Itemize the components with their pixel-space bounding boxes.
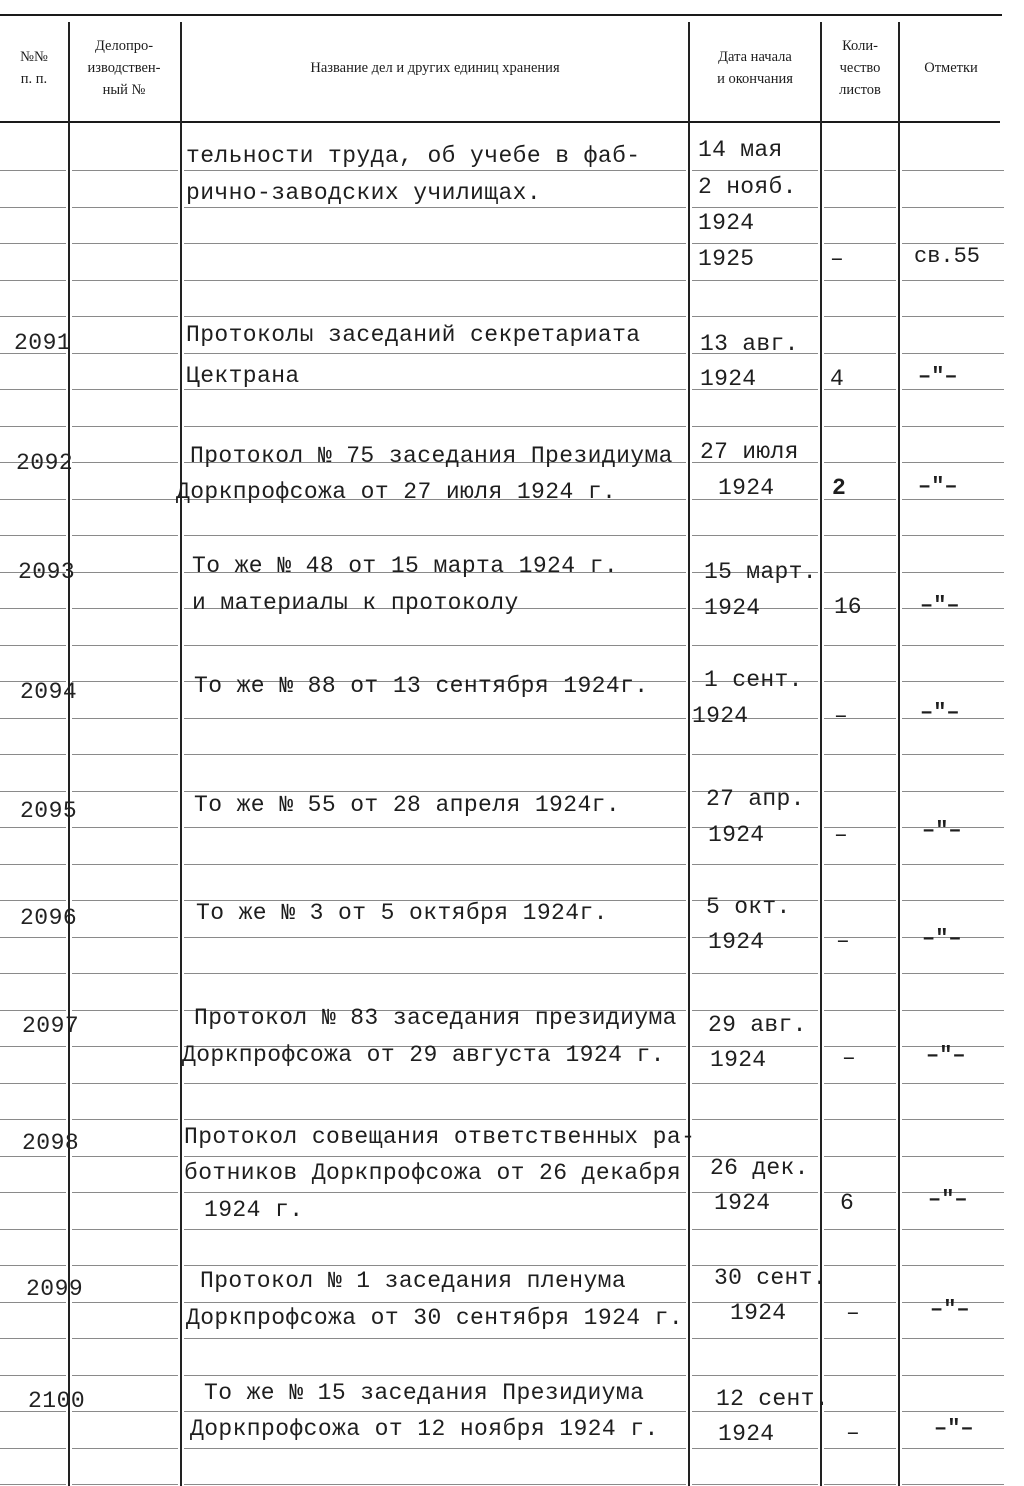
entry-date: 1924: [714, 1190, 771, 1216]
ruled-line: [72, 645, 178, 646]
ruled-line: [692, 1338, 818, 1339]
ruled-line: [0, 645, 66, 646]
ruled-line: [72, 937, 178, 938]
ruled-line: [824, 900, 896, 901]
entry-date: 1925: [698, 246, 755, 272]
ruled-line: [824, 645, 896, 646]
entry-number: 2093: [18, 559, 76, 585]
ruled-line: [0, 1448, 66, 1449]
ruled-line: [72, 1229, 178, 1230]
ruled-line: [824, 1484, 896, 1485]
ruled-line: [0, 1083, 66, 1084]
ruled-line: [824, 462, 896, 463]
ruled-line: [902, 1411, 1004, 1412]
ruled-line: [902, 1375, 1004, 1376]
ruled-line: [72, 1375, 178, 1376]
ruled-line: [902, 1484, 1004, 1485]
entry-sheet-count: –: [846, 1300, 860, 1326]
ruled-line: [692, 1448, 818, 1449]
ruled-line: [0, 718, 66, 719]
ruled-line: [0, 1229, 66, 1230]
ruled-line: [184, 754, 686, 755]
ruled-line: [902, 572, 1004, 573]
ruled-line: [72, 1156, 178, 1157]
header-col-title: Название дел и других единиц хранения: [310, 60, 560, 76]
column-rule-2: [180, 22, 182, 1486]
ruled-line: [184, 827, 686, 828]
ruled-line: [184, 1484, 686, 1485]
ruled-line: [72, 499, 178, 500]
entry-text-line: Протокол № 83 заседания президиума: [194, 1005, 677, 1031]
ruled-line: [824, 1411, 896, 1412]
ruled-line: [72, 754, 178, 755]
header-col-number: №№ п. п.: [20, 49, 48, 87]
entry-sheet-count: –: [830, 246, 844, 272]
ruled-line: [72, 1192, 178, 1193]
entry-number: 2096: [20, 905, 78, 931]
entry-sheet-count: –: [842, 1045, 856, 1071]
entry-note: –"–: [926, 1043, 966, 1068]
top-rule: [0, 14, 1002, 16]
header-col-notes: Отметки: [924, 60, 978, 76]
ruled-line: [0, 1265, 66, 1266]
ruled-line: [692, 426, 818, 427]
column-rule-3: [688, 22, 690, 1486]
entry-note: –"–: [928, 1187, 968, 1212]
ruled-line: [824, 1448, 896, 1449]
ruled-line: [692, 316, 818, 317]
ruled-line: [72, 1046, 178, 1047]
entry-note: –"–: [930, 1297, 970, 1322]
entry-text-line: рично-заводских училищах.: [186, 180, 542, 206]
entry-date: 1 сент.: [704, 667, 803, 693]
entry-date: 1924: [704, 595, 761, 621]
ruled-line: [902, 900, 1004, 901]
ruled-line: [0, 170, 66, 171]
ruled-line: [0, 608, 66, 609]
ruled-line: [184, 864, 686, 865]
entry-number: 2097: [22, 1013, 80, 1039]
entry-note: –"–: [920, 593, 960, 618]
entry-date: 26 дек.: [710, 1155, 809, 1181]
ruled-line: [184, 937, 686, 938]
entry-date: 27 июля: [700, 439, 799, 465]
entry-text-line: Доркпрофсожа от 27 июля 1924 г.: [176, 479, 617, 505]
ruled-line: [0, 499, 66, 500]
ruled-line: [72, 280, 178, 281]
ruled-line: [0, 207, 66, 208]
ruled-line: [0, 1010, 66, 1011]
entry-text-line: То же № 55 от 28 апреля 1924г.: [194, 792, 621, 818]
header-col-office-number: Делопро- изводствен- ный №: [87, 38, 161, 98]
header-col-dates: Дата начала и окончания: [717, 49, 793, 87]
ruled-line: [692, 645, 818, 646]
ruled-line: [72, 207, 178, 208]
ruled-line: [184, 170, 686, 171]
entry-sheet-count: 2: [832, 475, 846, 501]
entry-date: 29 авг.: [708, 1012, 807, 1038]
column-rule-1: [68, 22, 70, 1486]
entry-number: 2094: [20, 679, 78, 705]
entry-date: 1924: [698, 210, 755, 236]
entry-text-line: и материалы к протоколу: [192, 590, 519, 616]
ruled-line: [692, 243, 818, 244]
entry-note: –"–: [922, 818, 962, 843]
ruled-line: [902, 535, 1004, 536]
ruled-line: [692, 1484, 818, 1485]
ruled-line: [0, 1119, 66, 1120]
ruled-line: [902, 864, 1004, 865]
ruled-line: [824, 864, 896, 865]
entry-date: 1924: [730, 1300, 787, 1326]
ruled-line: [72, 1411, 178, 1412]
ruled-line: [72, 1302, 178, 1303]
ruled-line: [824, 973, 896, 974]
entry-date: 15 март.: [704, 559, 817, 585]
ruled-line: [72, 608, 178, 609]
ruled-line: [902, 426, 1004, 427]
entry-sheet-count: 16: [834, 594, 862, 620]
ruled-line: [902, 499, 1004, 500]
ruled-line: [824, 207, 896, 208]
entry-sheet-count: –: [834, 822, 848, 848]
ruled-line: [0, 535, 66, 536]
entry-date: 1924: [718, 475, 775, 501]
ruled-line: [902, 316, 1004, 317]
ruled-line: [692, 1375, 818, 1376]
ruled-line: [72, 243, 178, 244]
entry-date: 1924: [710, 1047, 767, 1073]
ruled-line: [72, 1119, 178, 1120]
ruled-line: [0, 1375, 66, 1376]
ruled-line: [184, 426, 686, 427]
ruled-line: [184, 207, 686, 208]
ruled-line: [72, 1010, 178, 1011]
entry-number: 2092: [16, 450, 74, 476]
entry-text-line: Протокол совещания ответственных ра-: [184, 1124, 696, 1150]
ruled-line: [902, 1229, 1004, 1230]
ruled-line: [902, 791, 1004, 792]
ruled-line: [184, 1375, 686, 1376]
entry-sheet-count: 4: [830, 366, 844, 392]
ruled-line: [902, 1265, 1004, 1266]
entry-note: –"–: [922, 926, 962, 951]
entry-sheet-count: –: [834, 703, 848, 729]
ruled-line: [184, 1156, 686, 1157]
entry-date: 1924: [708, 929, 765, 955]
ruled-line: [0, 754, 66, 755]
ruled-line: [184, 389, 686, 390]
header-col-sheet-count: Коли- чество листов: [839, 38, 881, 98]
ruled-line: [184, 1192, 686, 1193]
ruled-line: [72, 1265, 178, 1266]
ruled-line: [72, 316, 178, 317]
entry-text-line: Доркпрофсожа от 12 ноября 1924 г.: [190, 1416, 659, 1442]
ruled-line: [824, 1119, 896, 1120]
ruled-line: [184, 280, 686, 281]
ruled-line: [824, 1338, 896, 1339]
ruled-line: [184, 645, 686, 646]
ruled-line: [184, 1411, 686, 1412]
entry-number: 2091: [14, 330, 72, 356]
entry-sheet-count: –: [836, 928, 850, 954]
entry-date: 12 сент.: [716, 1386, 829, 1412]
ruled-line: [902, 170, 1004, 171]
ruled-line: [0, 316, 66, 317]
entry-date: 1924: [708, 822, 765, 848]
ruled-line: [824, 1229, 896, 1230]
ruled-line: [824, 754, 896, 755]
ruled-line: [0, 243, 66, 244]
ruled-line: [184, 353, 686, 354]
ruled-line: [824, 1010, 896, 1011]
ruled-line: [692, 280, 818, 281]
ruled-line: [184, 1083, 686, 1084]
entry-text-line: Протокол № 1 заседания пленума: [200, 1268, 627, 1294]
ruled-line: [824, 280, 896, 281]
ruled-line: [902, 462, 1004, 463]
ruled-line: [72, 1484, 178, 1485]
entry-text-line: ботников Доркпрофсожа от 26 декабря: [184, 1160, 682, 1186]
ruled-line: [184, 973, 686, 974]
ruled-line: [0, 900, 66, 901]
ruled-line: [0, 1484, 66, 1485]
entry-text-line: 1924 г.: [204, 1197, 304, 1223]
entry-sheet-count: –: [846, 1420, 860, 1446]
entry-note: св.55: [914, 244, 981, 269]
ruled-line: [72, 791, 178, 792]
entry-text-line: тельности труда, об учебе в фаб-: [186, 143, 641, 169]
entry-text-line: То же № 88 от 13 сентября 1924г.: [194, 673, 649, 699]
ruled-line: [824, 353, 896, 354]
ruled-line: [184, 1302, 686, 1303]
ruled-line: [824, 535, 896, 536]
entry-text-line: Доркпрофсожа от 30 сентября 1924 г.: [186, 1305, 684, 1331]
ruled-line: [72, 827, 178, 828]
ruled-line: [184, 1229, 686, 1230]
ruled-line: [902, 280, 1004, 281]
ruled-line: [72, 681, 178, 682]
ruled-line: [72, 462, 178, 463]
ruled-line: [824, 316, 896, 317]
ruled-line: [184, 1448, 686, 1449]
entry-text-line: Цектрана: [186, 363, 300, 389]
entry-text-line: Протокол № 75 заседания Президиума: [190, 443, 673, 469]
ruled-line: [72, 353, 178, 354]
entry-text-line: То же № 48 от 15 марта 1924 г.: [192, 553, 619, 579]
ruled-line: [0, 827, 66, 828]
ruled-line: [0, 389, 66, 390]
ruled-line: [0, 1338, 66, 1339]
ruled-line: [824, 1046, 896, 1047]
ruled-line: [72, 572, 178, 573]
ruled-line: [902, 1338, 1004, 1339]
entry-text-line: То же № 15 заседания Президиума: [204, 1380, 645, 1406]
ruled-line: [824, 1192, 896, 1193]
ruled-line: [824, 1083, 896, 1084]
ruled-line: [184, 1338, 686, 1339]
ruled-line: [692, 1119, 818, 1120]
entry-date: 1924: [700, 366, 757, 392]
ruled-line: [824, 1156, 896, 1157]
ruled-line: [824, 791, 896, 792]
ruled-line: [0, 426, 66, 427]
entry-date: 30 сент.: [714, 1265, 827, 1291]
entry-date: 27 апр.: [706, 786, 805, 812]
ruled-line: [824, 1265, 896, 1266]
ruled-line: [692, 170, 818, 171]
entry-number: 2099: [26, 1276, 84, 1302]
entry-note: –"–: [920, 700, 960, 725]
ruled-line: [692, 864, 818, 865]
ruled-line: [902, 1448, 1004, 1449]
ruled-line: [692, 754, 818, 755]
entry-text-line: То же № 3 от 5 октября 1924г.: [196, 900, 608, 926]
entry-number: 2095: [20, 798, 78, 824]
ruled-line: [692, 1010, 818, 1011]
entry-date: 2 нояб.: [698, 174, 797, 200]
ruled-line: [824, 681, 896, 682]
ruled-line: [824, 1302, 896, 1303]
entry-note: –"–: [918, 474, 958, 499]
ruled-line: [902, 681, 1004, 682]
ruled-line: [72, 973, 178, 974]
ruled-line: [0, 1046, 66, 1047]
ruled-line: [72, 389, 178, 390]
ruled-line: [902, 645, 1004, 646]
ruled-line: [72, 1338, 178, 1339]
ruled-line: [902, 1119, 1004, 1120]
entry-sheet-count: 6: [840, 1190, 854, 1216]
entry-text-line: Протоколы заседаний секретариата: [186, 322, 641, 348]
ruled-line: [902, 973, 1004, 974]
ruled-line: [824, 572, 896, 573]
ruled-line: [72, 426, 178, 427]
ruled-line: [902, 1083, 1004, 1084]
ruled-line: [692, 1083, 818, 1084]
ruled-line: [902, 389, 1004, 390]
ruled-line: [72, 1448, 178, 1449]
column-rule-5: [898, 22, 900, 1486]
ruled-line: [0, 937, 66, 938]
ruled-line: [72, 718, 178, 719]
entry-date: 13 авг.: [700, 331, 799, 357]
ruled-line: [902, 353, 1004, 354]
ruled-line: [692, 207, 818, 208]
ruled-line: [824, 243, 896, 244]
entry-note: –"–: [934, 1416, 974, 1441]
ruled-line: [824, 1375, 896, 1376]
ruled-line: [184, 1119, 686, 1120]
ruled-line: [72, 535, 178, 536]
entry-date: 5 окт.: [706, 894, 791, 920]
ruled-line: [824, 937, 896, 938]
entry-number: 2100: [28, 1388, 86, 1414]
ruled-line: [824, 170, 896, 171]
ruled-line: [824, 426, 896, 427]
ruled-line: [0, 280, 66, 281]
ruled-line: [72, 170, 178, 171]
ruled-line: [72, 864, 178, 865]
ruled-line: [0, 973, 66, 974]
ruled-line: [0, 1192, 66, 1193]
entry-date: 1924: [692, 703, 749, 729]
ruled-line: [184, 1265, 686, 1266]
ruled-line: [72, 1083, 178, 1084]
ruled-line: [0, 864, 66, 865]
ruled-line: [902, 754, 1004, 755]
ruled-line: [184, 535, 686, 536]
entry-text-line: Доркпрофсожа от 29 августа 1924 г.: [182, 1042, 665, 1068]
ruled-line: [0, 1302, 66, 1303]
entry-note: –"–: [918, 364, 958, 389]
ruled-line: [184, 243, 686, 244]
entry-date: 1924: [718, 1421, 775, 1447]
ruled-line: [0, 791, 66, 792]
ruled-line: [902, 1010, 1004, 1011]
header-bottom-rule: [0, 121, 1000, 123]
ruled-line: [692, 1229, 818, 1230]
entry-date: 14 мая: [698, 137, 783, 163]
ruled-line: [0, 1156, 66, 1157]
ruled-line: [692, 535, 818, 536]
ruled-line: [184, 718, 686, 719]
ruled-line: [902, 207, 1004, 208]
ruled-line: [902, 1156, 1004, 1157]
entry-number: 2098: [22, 1130, 80, 1156]
ruled-line: [184, 316, 686, 317]
ruled-line: [72, 900, 178, 901]
ruled-line: [692, 973, 818, 974]
